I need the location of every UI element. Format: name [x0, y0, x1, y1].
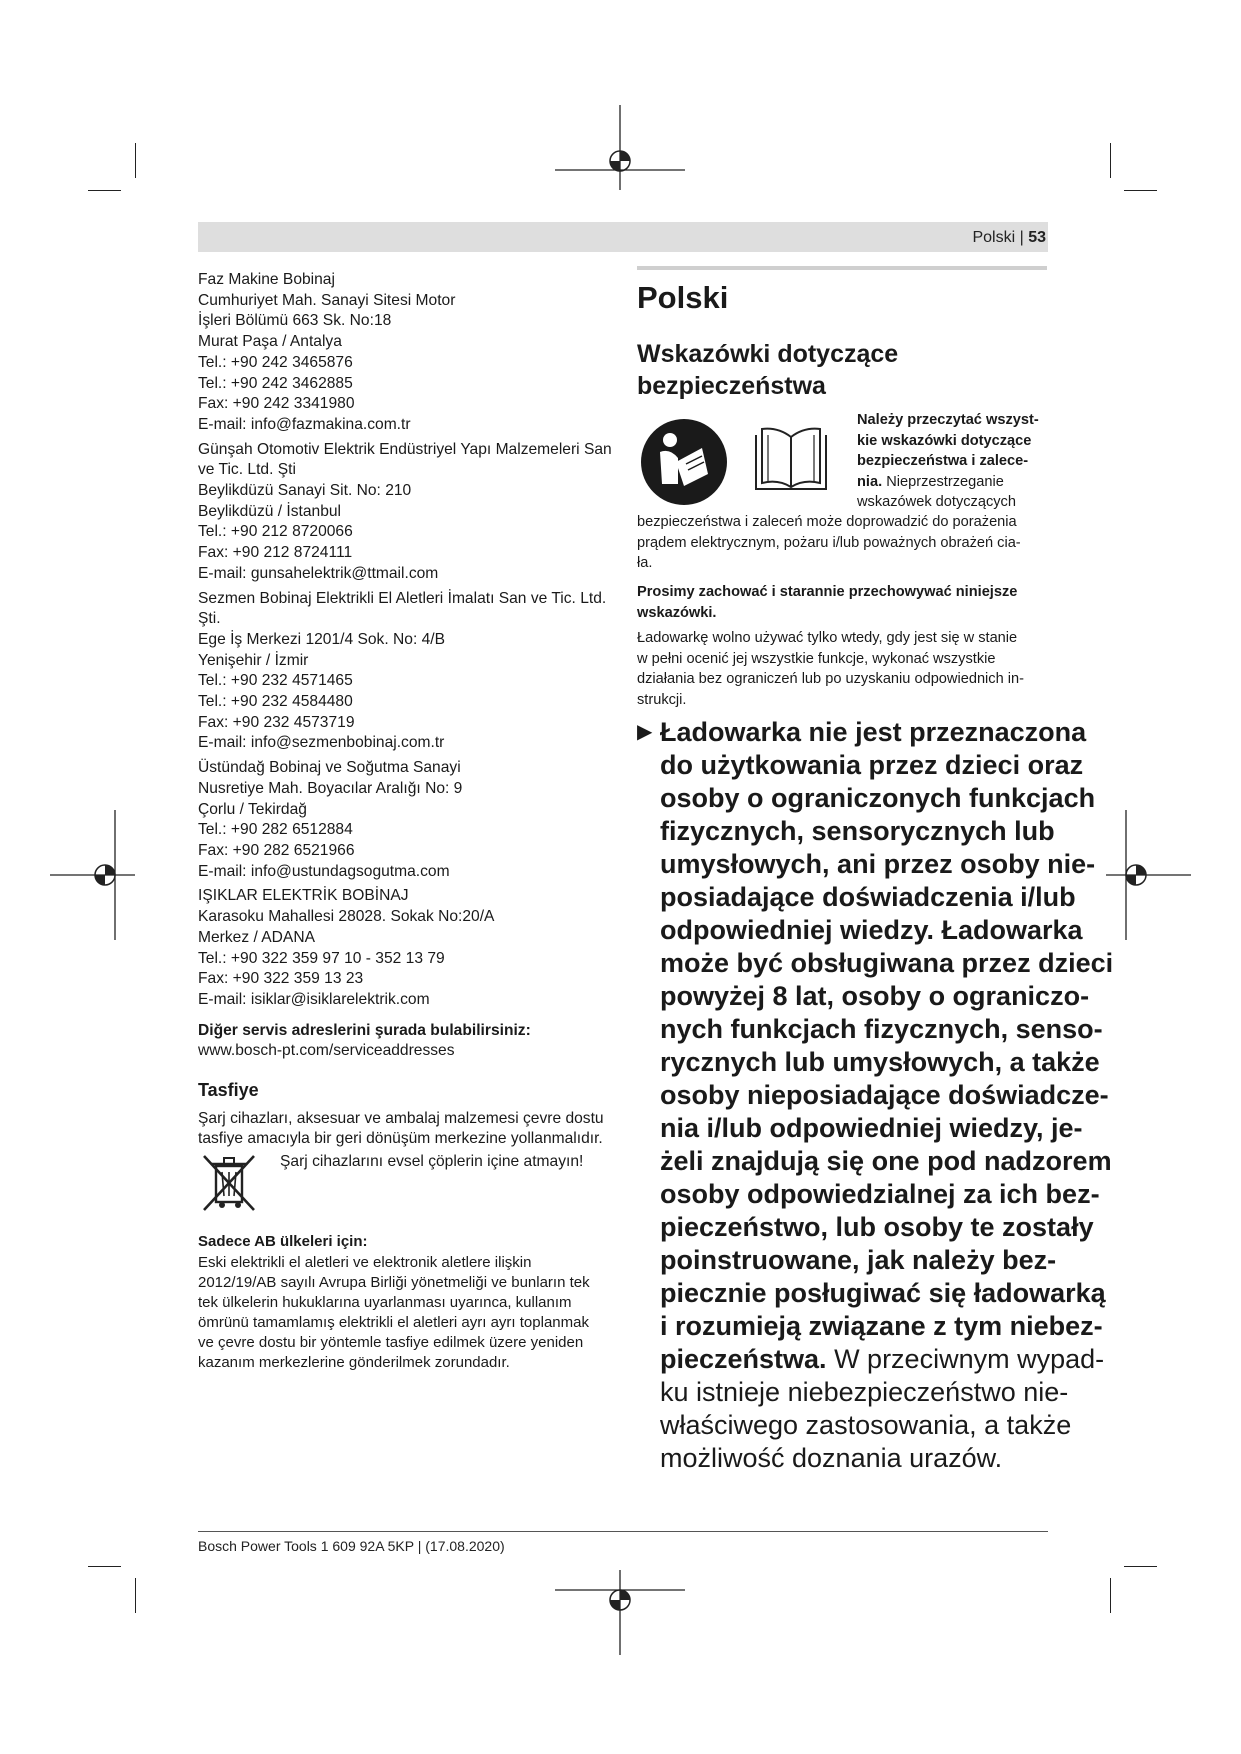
address-line: Murat Paşa / Antalya [198, 333, 342, 351]
weee-row [198, 1152, 608, 1216]
warning-block [637, 716, 1114, 1475]
warning-normal-lines [660, 1376, 1072, 1475]
eu-heading: Sadece AB ülkeleri için: [198, 1233, 368, 1251]
footer-rule [198, 1531, 1048, 1532]
read-bold-lines [857, 410, 1052, 472]
usage-line: działania bez ograniczeń lub po uzyskaniu odpowiednich in- [637, 671, 1024, 687]
warning-last-normal: W przeciwnym wypad- [826, 1344, 1105, 1374]
address-line: Faz Makine Bobinaj [198, 271, 335, 288]
section-subtitle [637, 338, 1057, 402]
usage-line: Ładowarkę wolno używać tylko wtedy, gdy jest się w stanie [637, 630, 1018, 646]
warning-normal-line: możliwość doznania urazów. [660, 1443, 1003, 1473]
warning-bold-line: nych funkcjach fizycznych, senso- [660, 1014, 1103, 1044]
usage-paragraph [637, 628, 1057, 710]
registration-mark-icon [555, 1570, 685, 1655]
warning-bold-line: i rozumieją związane z tym niebez- [660, 1311, 1103, 1341]
tasfiye-text-2: tasfiye amacıyla bir geri dönüşüm merkezine yollanmalıdır. [198, 1130, 603, 1148]
eu-line: tek ülkelerin hukuklarına uyarlanması uyarınca, kullanım [198, 1293, 572, 1311]
warning-mixed-line [660, 1343, 1105, 1376]
address-line: Beylikdüzü Sanayi Sit. No: 210 [198, 482, 412, 500]
address-line: Üstündağ Bobinaj ve Soğutma Sanayi [198, 759, 461, 777]
address-line: Merkez / ADANA [198, 928, 315, 946]
warning-bold-line: umysłowych, ani przez osoby nie- [660, 849, 1096, 879]
address-line: Beylikdüzü / İstanbul [198, 502, 342, 520]
warning-bold-line: osoby nieposiadające doświadcze- [660, 1080, 1109, 1110]
address-line: Yenişehir / İzmir [198, 651, 309, 669]
read-rest-line: bezpieczeństwa i zaleceń może doprowadzić do porażenia [637, 514, 1017, 530]
address-line: Tel.: +90 242 3465876 [198, 353, 353, 371]
address-line: Sezmen Bobinaj Elektrikli El Aletleri İmalatı San ve Tic. Ltd. [198, 589, 607, 607]
address-line: IŞIKLAR ELEKTRİK BOBİNAJ [198, 887, 409, 905]
address-line: Ege İş Merkezi 1201/4 Sok. No: 4/B [198, 630, 446, 648]
keep-line: wskazówki. [637, 604, 717, 621]
address-line: Nusretiye Mah. Boyacılar Aralığı No: 9 [198, 779, 463, 797]
address-line: Tel.: +90 232 4584480 [198, 693, 353, 711]
address-line: Günşah Otomotiv Elektrik Endüstriyel Yapı Malzemeleri San [198, 440, 612, 458]
registration-mark-icon [555, 105, 685, 190]
page-header [972, 229, 1046, 247]
eu-line: 2012/19/AB sayılı Avrupa Birliği yönetmeliği ve bunların tek [198, 1273, 590, 1291]
address-line: Cumhuriyet Mah. Sanayi Sitesi Motor [198, 291, 456, 309]
address-line: Tel.: +90 232 4571465 [198, 672, 353, 690]
usage-line: w pełni ocenić jej wszystkie funkcje, wykonać wszystkie [637, 650, 996, 667]
read-rest-line: ła. [637, 555, 653, 571]
tasfiye-text-1: Şarj cihazları, aksesuar ve ambalaj malzemesi çevre dostu [198, 1109, 604, 1127]
usage-line: strukcji. [637, 691, 687, 708]
header-separator: | [1019, 229, 1024, 246]
read-line-5: wskazówek dotyczących [857, 494, 1016, 510]
eu-line: Eski elektrikli el aletleri ve elektronik aletlere ilişkin [198, 1253, 532, 1271]
address-line: E-mail: info@fazmakina.com.tr [198, 415, 411, 433]
other-service-url[interactable]: www.bosch-pt.com/serviceaddresses [198, 1042, 455, 1060]
read-bold-line: bezpieczeństwa i zalece- [857, 453, 1029, 469]
service-address [198, 758, 608, 882]
warning-bold-line: fizycznych, sensorycznych lub [660, 816, 1055, 846]
address-line: Şti. [198, 610, 221, 628]
address-line: Tel.: +90 282 6512884 [198, 821, 353, 839]
header-bar [198, 222, 1048, 252]
warning-last-bold: pieczeństwa. [660, 1344, 827, 1374]
warning-bold-line: nia i/lub odpowiedniej wiedzy, je- [660, 1113, 1083, 1143]
warning-bold-line: poinstruowane, jak należy bez- [660, 1245, 1057, 1275]
subtitle-line-2: bezpieczeństwa [637, 372, 826, 400]
read-rest-line: prądem elektrycznym, pożaru i/lub poważnych obrażeń cia- [637, 534, 1021, 551]
warning-bold-line: może być obsługiwana przez dzieci [660, 948, 1114, 978]
read-bold-line: Należy przeczytać wszyst- [857, 412, 1039, 428]
address-line: ve Tic. Ltd. Şti [198, 461, 296, 479]
warning-bold-line: pieczeństwo, lub osoby te zostały [660, 1212, 1094, 1242]
read-bold-tail: nia. [857, 473, 883, 490]
tasfiye-heading: Tasfiye [198, 1080, 259, 1101]
read-normal-tail: Nieprzestrzeganie [882, 473, 1004, 490]
eu-line: ve çevre dostu bir yöntemle tasfiye edilmek üzere yeniden [198, 1333, 584, 1351]
eu-paragraph [198, 1253, 608, 1373]
warning-bold-line: posiadające doświadczenia i/lub [660, 882, 1076, 912]
footer-text: Bosch Power Tools 1 609 92A 5KP | (17.08.2020) [198, 1538, 505, 1554]
warning-bullet: ▶ [637, 721, 653, 743]
subtitle-line-1: Wskazówki dotyczące [637, 340, 899, 368]
read-rest-paragraph [637, 512, 1057, 574]
warning-text [660, 716, 1114, 1475]
address-line: Tel.: +90 242 3462885 [198, 374, 353, 392]
service-address [198, 886, 608, 1010]
address-line: Fax: +90 232 4573719 [198, 713, 355, 731]
address-line: Fax: +90 322 359 13 23 [198, 970, 364, 988]
warning-bold-line: żeli znajdują się one pod nadzorem [660, 1146, 1112, 1176]
warning-bold-line: piecznie posługiwać się ładowarką [660, 1278, 1106, 1308]
read-bold-line: kie wskazówki dotyczące [857, 432, 1032, 449]
address-line: Fax: +90 212 8724111 [198, 544, 353, 562]
service-address [198, 589, 608, 755]
service-address [198, 270, 608, 436]
warning-normal-line: ku istnieje niebezpieczeństwo nie- [660, 1377, 1069, 1407]
warning-bold-line: osoby odpowiedzialnej za ich bez- [660, 1179, 1100, 1209]
warning-bold-line: Ładowarka nie jest przeznaczona [660, 717, 1087, 747]
eu-line: kazanım merkezlerine gönderilmek zorundadır. [198, 1353, 510, 1371]
keep-line: Prosimy zachować i starannie przechowywać niniejsze [637, 584, 1018, 600]
address-line: Fax: +90 282 6521966 [198, 841, 355, 859]
warning-bold-line: rycznych lub umysłowych, a także [660, 1047, 1100, 1077]
keep-instructions [637, 582, 1057, 623]
address-line: Tel.: +90 322 359 97 10 - 352 13 79 [198, 949, 445, 967]
address-line: Tel.: +90 212 8720066 [198, 523, 353, 541]
section-rule [637, 266, 1047, 270]
address-line: E-mail: gunsahelektrik@ttmail.com [198, 564, 439, 582]
address-line: E-mail: isiklar@isiklarelektrik.com [198, 990, 430, 1008]
warning-bold-line: osoby o ograniczonych funkcjach [660, 783, 1096, 813]
other-service-title: Diğer servis adreslerini şurada bulabilirsiniz: [198, 1021, 531, 1039]
eu-line: ömrünü tamamlamış elektrikli el aletleri ayrı ayrı toplanmak [198, 1313, 589, 1331]
address-line: E-mail: info@ustundagsogutma.com [198, 862, 450, 880]
open-book-icon [752, 425, 830, 497]
read-manual-icon [640, 418, 728, 506]
address-line: İşleri Bölümü 663 Sk. No:18 [198, 312, 392, 330]
warning-bold-line: powyżej 8 lat, osoby o ograniczo- [660, 981, 1090, 1011]
address-line: Çorlu / Tekirdağ [198, 800, 307, 818]
address-line: E-mail: info@sezmenbobinaj.com.tr [198, 734, 445, 752]
registration-mark-icon [50, 810, 135, 940]
weee-note: Şarj cihazlarını evsel çöplerin içine atmayın! [280, 1153, 584, 1171]
section-title: Polski [637, 280, 729, 315]
page-number: 53 [1028, 229, 1046, 246]
address-line: Fax: +90 242 3341980 [198, 395, 355, 413]
warning-normal-line: właściwego zastosowania, a także [660, 1410, 1072, 1440]
warning-bold-line: do użytkowania przez dzieci oraz [660, 750, 1084, 780]
address-line: Karasoku Mahallesi 28028. Sokak No:20/A [198, 908, 495, 926]
header-language: Polski [972, 229, 1016, 246]
crossed-bin-icon [200, 1152, 258, 1214]
service-address [198, 440, 612, 585]
read-line-4 [857, 472, 1052, 493]
read-instructions-box [857, 410, 1052, 513]
service-address-list [198, 270, 612, 1011]
left-column [198, 270, 612, 1373]
warning-bold-line: odpowiedniej wiedzy. Ładowarka [660, 915, 1083, 945]
warning-bold-lines [660, 716, 1114, 1343]
registration-mark-icon [1106, 810, 1191, 940]
